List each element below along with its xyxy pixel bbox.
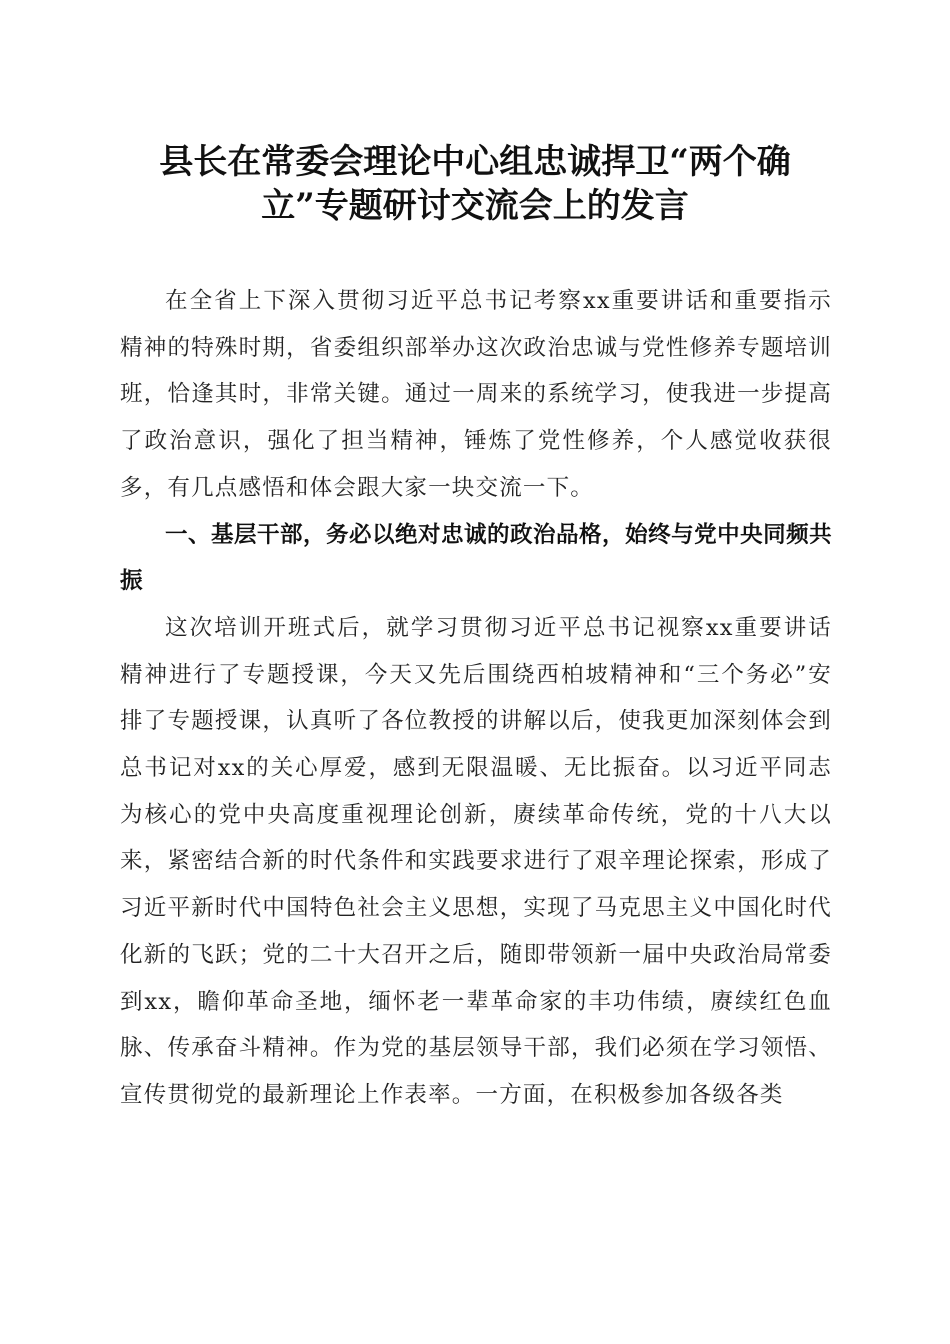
section-1-paragraph: 这次培训开班式后，就学习贯彻习近平总书记视察xx重要讲话精神进行了专题授课，今天又先后围绕西柏坡精神和“三个务必”安排了专题授课，认真听了各位教授的讲解以后，使我更加深刻体会到总书记对xx的关心厚爱，感到无限温暖、无比振奋。以习近平同志为核心的党中央高度重视理论创新，赓续革命传统，党的十八大以来，紧密结合新的时代条件和实践要求进行了艰辛理论探索，形成了习近平新时代中国特色社会主义思想，实现了马克思主义中国化时代化新的飞跃；党的二十大召开之后，随即带领新一届中央政治局常委到xx，瞻仰革命圣地，缅怀老一辈革命家的丰功伟绩，赓续红色血脉、传承奋斗精神。作为党的基层领导干部，我们必须在学习领悟、宣传贯彻党的最新理论上作表率。一方面，在积极参加各级各类 bbox=[120, 614, 832, 1108]
section-heading-1: 一、基层干部，务必以绝对忠诚的政治品格，始终与党中央同频共振 bbox=[120, 521, 832, 595]
intro-paragraph: 在全省上下深入贯彻习近平总书记考察xx重要讲话和重要指示精神的特殊时期，省委组织部举办这次政治忠诚与党性修养专题培训班，恰逢其时，非常关键。通过一周来的系统学习，使我进一步提高了政治意识，强化了担当精神，锤炼了党性修养，个人感觉收获很多，有几点感悟和体会跟大家一块交流一下。 bbox=[120, 288, 832, 501]
document-body bbox=[120, 278, 832, 1119]
document-title: 县长在常委会理论中心组忠诚捍卫“两个确立”专题研讨交流会上的发言 bbox=[159, 142, 791, 226]
